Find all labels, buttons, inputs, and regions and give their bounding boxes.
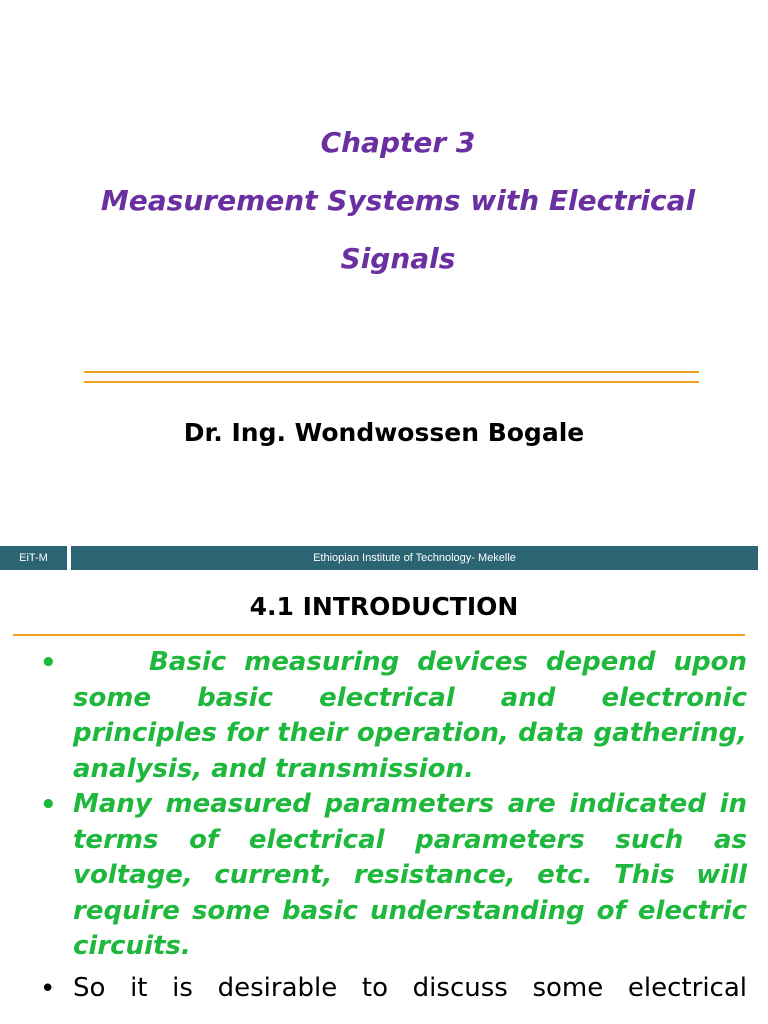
bullet-marker: •	[40, 648, 57, 678]
footer-tag: EiT-M	[0, 546, 67, 570]
bullet-list	[0, 645, 768, 1006]
bullet-item	[0, 645, 768, 787]
bullet-text: So it is desirable to discuss some electrical	[73, 972, 747, 1003]
chapter-title-line2: Signals	[340, 242, 456, 275]
bullet-item	[0, 787, 768, 965]
author-name: Dr. Ing. Wondwossen Bogale	[183, 418, 585, 447]
section-heading: 4.1 INTRODUCTION	[249, 592, 519, 621]
divider-top	[84, 371, 699, 373]
section-divider	[13, 634, 745, 636]
chapter-title	[0, 114, 768, 288]
bullet-text: Basic measuring devices depend upon some basic electrical and electronic principles for their operation, data gathering, analysis, and transmission.	[73, 647, 747, 784]
bullet-marker: •	[40, 973, 56, 1004]
divider-bottom	[84, 381, 699, 383]
chapter-title-line1: Measurement Systems with Electrical	[100, 184, 696, 217]
bullet-marker: •	[40, 790, 57, 820]
bullet-item	[0, 971, 768, 1007]
bullet-text: Many measured parameters are indicated in terms of electrical parameters such as voltage, current, resistance, etc. This will require some basic understanding of electric circuits.	[73, 789, 747, 961]
footer-bar	[0, 546, 768, 570]
footer-institution: Ethiopian Institute of Technology- Mekelle	[71, 546, 758, 570]
chapter-number: Chapter 3	[320, 126, 476, 159]
